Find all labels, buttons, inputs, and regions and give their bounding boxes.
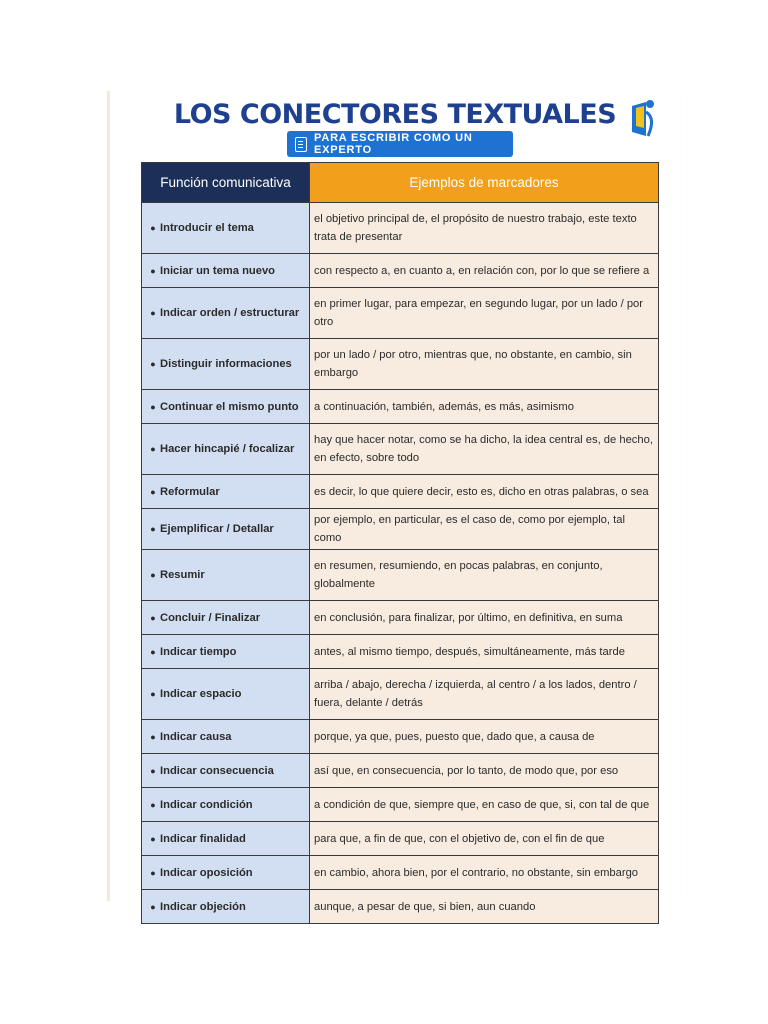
table-row xyxy=(142,890,659,924)
function-cell: ● Indicar causa xyxy=(142,720,310,754)
bullet-icon: ● xyxy=(150,901,156,912)
function-cell: ● Iniciar un tema nuevo xyxy=(142,254,310,288)
table-row xyxy=(142,635,659,669)
function-cell: ● Indicar oposición xyxy=(142,856,310,890)
examples-cell: en resumen, resumiendo, en pocas palabras, en conjunto, globalmente xyxy=(310,550,659,601)
table-row xyxy=(142,856,659,890)
function-cell: ● Introducir el tema xyxy=(142,203,310,254)
writer-logo-icon xyxy=(628,96,658,140)
infographic-sheet xyxy=(107,91,680,913)
table-row xyxy=(142,475,659,509)
function-cell: ● Indicar espacio xyxy=(142,669,310,720)
table-row xyxy=(142,254,659,288)
table-row xyxy=(142,720,659,754)
examples-cell: a continuación, también, además, es más, asimismo xyxy=(310,390,659,424)
bullet-icon: ● xyxy=(150,444,156,454)
function-cell: ● Indicar consecuencia xyxy=(142,754,310,788)
table-row xyxy=(142,339,659,390)
column-header-examples: Ejemplos de marcadores xyxy=(310,163,659,203)
function-cell: ● Indicar tiempo xyxy=(142,635,310,669)
bullet-icon: ● xyxy=(150,524,156,534)
bullet-icon: ● xyxy=(150,646,156,657)
function-cell: ● Ejemplificar / Detallar xyxy=(142,509,310,550)
page-title: LOS CONECTORES TEXTUALES xyxy=(173,99,617,130)
examples-cell: el objetivo principal de, el propósito de nuestro trabajo, este texto trata de presentar xyxy=(310,203,659,254)
bullet-icon: ● xyxy=(150,359,156,369)
bullet-icon: ● xyxy=(150,731,156,742)
examples-cell: antes, al mismo tiempo, después, simultáneamente, más tarde xyxy=(310,635,659,669)
connectors-table xyxy=(141,162,659,924)
table-row xyxy=(142,601,659,635)
examples-cell: en cambio, ahora bien, por el contrario, no obstante, sin embargo xyxy=(310,856,659,890)
function-cell: ● Resumir xyxy=(142,550,310,601)
examples-cell: por ejemplo, en particular, es el caso de, como por ejemplo, tal como xyxy=(310,509,659,550)
function-cell: ● Indicar objeción xyxy=(142,890,310,924)
bullet-icon: ● xyxy=(150,833,156,844)
examples-cell: aunque, a pesar de que, si bien, aun cuando xyxy=(310,890,659,924)
bullet-icon: ● xyxy=(150,486,156,497)
table-row xyxy=(142,822,659,856)
examples-cell: a condición de que, siempre que, en caso de que, si, con tal de que xyxy=(310,788,659,822)
examples-cell: es decir, lo que quiere decir, esto es, dicho en otras palabras, o sea xyxy=(310,475,659,509)
examples-cell: porque, ya que, pues, puesto que, dado que, a causa de xyxy=(310,720,659,754)
table-row xyxy=(142,390,659,424)
examples-cell: en primer lugar, para empezar, en segundo lugar, por un lado / por otro xyxy=(310,288,659,339)
bullet-icon: ● xyxy=(150,401,156,412)
subtitle-banner xyxy=(287,131,513,157)
table-row xyxy=(142,424,659,475)
examples-cell: así que, en consecuencia, por lo tanto, de modo que, por eso xyxy=(310,754,659,788)
bullet-icon: ● xyxy=(150,223,156,233)
table-row xyxy=(142,788,659,822)
bullet-icon: ● xyxy=(150,308,156,318)
subtitle-text: PARA ESCRIBIR COMO UN EXPERTO xyxy=(314,132,473,156)
document-icon xyxy=(295,137,307,152)
table-row xyxy=(142,550,659,601)
function-cell: ● Concluir / Finalizar xyxy=(142,601,310,635)
bullet-icon: ● xyxy=(150,689,156,699)
table-row xyxy=(142,669,659,720)
function-cell: ● Hacer hincapié / focalizar xyxy=(142,424,310,475)
examples-cell: para que, a fin de que, con el objetivo de, con el fin de que xyxy=(310,822,659,856)
function-cell: ● Indicar condición xyxy=(142,788,310,822)
bullet-icon: ● xyxy=(150,867,156,878)
bullet-icon: ● xyxy=(150,765,156,776)
examples-cell: con respecto a, en cuanto a, en relación con, por lo que se refiere a xyxy=(310,254,659,288)
function-cell: ● Indicar finalidad xyxy=(142,822,310,856)
table-row xyxy=(142,288,659,339)
table-header-row xyxy=(142,163,659,203)
table-row xyxy=(142,754,659,788)
examples-cell: hay que hacer notar, como se ha dicho, la idea central es, de hecho, en efecto, sobre todo xyxy=(310,424,659,475)
examples-cell: en conclusión, para finalizar, por último, en definitiva, en suma xyxy=(310,601,659,635)
bullet-icon: ● xyxy=(150,570,156,580)
function-cell: ● Distinguir informaciones xyxy=(142,339,310,390)
table-row xyxy=(142,509,659,550)
examples-cell: arriba / abajo, derecha / izquierda, al centro / a los lados, dentro / fuera, delante / detrás xyxy=(310,669,659,720)
bullet-icon: ● xyxy=(150,612,156,623)
function-cell: ● Continuar el mismo punto xyxy=(142,390,310,424)
table-row xyxy=(142,203,659,254)
function-cell: ● Reformular xyxy=(142,475,310,509)
column-header-function: Función comunicativa xyxy=(142,163,310,203)
function-cell: ● Indicar orden / estructurar xyxy=(142,288,310,339)
bullet-icon: ● xyxy=(150,265,156,276)
examples-cell: por un lado / por otro, mientras que, no obstante, en cambio, sin embargo xyxy=(310,339,659,390)
bullet-icon: ● xyxy=(150,799,156,810)
